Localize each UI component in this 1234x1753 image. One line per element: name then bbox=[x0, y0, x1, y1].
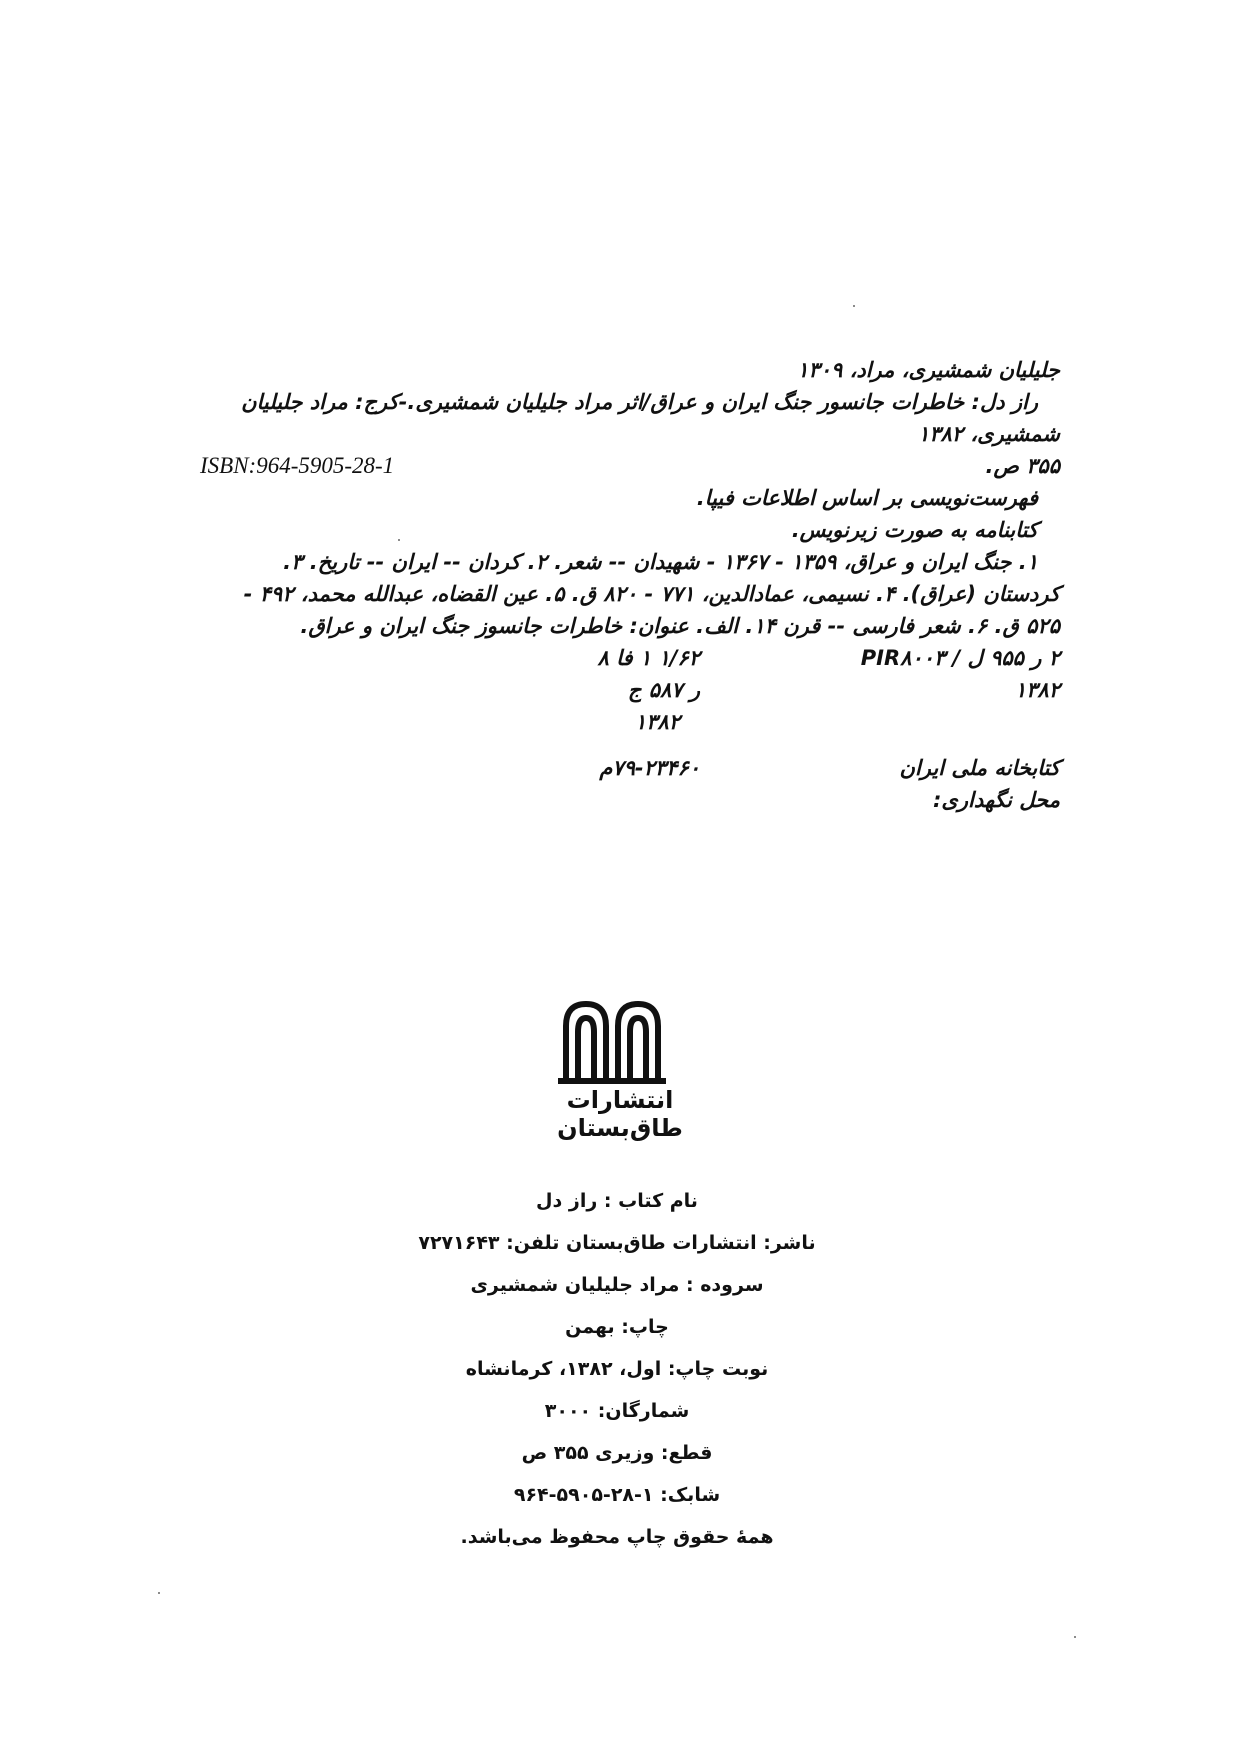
catalog-cutter-number: ر ۵۸۷ ج bbox=[627, 678, 700, 702]
catalog-year-line bbox=[200, 674, 1060, 706]
catalog-library-line bbox=[200, 752, 1060, 784]
catalog-class-year: ۱۳۸۲ bbox=[1014, 678, 1060, 702]
colophon-publisher: ناشر: انتشارات طاق‌بستان تلفن: ۷۲۷۱۶۴۳ bbox=[418, 1232, 816, 1254]
catalog-fipa-note: فهرست‌نویسی بر اساس اطلاعات فیپا. bbox=[696, 486, 1038, 510]
catalog-subjects-line-3: ۵۲۵ ق. ۶. شعر فارسی -- قرن ۱۴. الف. عنوان: خاطرات جانسوز جنگ ایران و عراق. bbox=[300, 614, 1060, 638]
catalog-pages-line bbox=[200, 450, 1060, 482]
publisher-name: انتشارات طاق‌بستان bbox=[557, 1086, 683, 1142]
colophon-author: سروده : مراد جلیلیان شمشیری bbox=[470, 1274, 764, 1296]
catalog-classification-line bbox=[200, 642, 1060, 674]
scan-speck bbox=[1074, 1636, 1076, 1638]
catalog-dewey-year: ۱۳۸۲ bbox=[634, 710, 680, 734]
catalog-library-number: ۷۹-۲۳۴۶۰م bbox=[599, 756, 700, 780]
colophon-rights: همهٔ حقوق چاپ محفوظ می‌باشد. bbox=[460, 1526, 774, 1548]
colophon-isbn: شابک: ۱-۲۸-۵۹۰۵-۹۶۴ bbox=[513, 1484, 721, 1506]
catalog-class-number: ۲ ر ۹۵۵ ل / PIR۸۰۰۳ bbox=[860, 646, 1060, 670]
colophon-printer: چاپ: بهمن bbox=[565, 1316, 669, 1338]
catalog-isbn: ISBN:964-5905-28-1 bbox=[200, 453, 395, 478]
catalog-pages: ۳۵۵ ص. bbox=[985, 454, 1060, 478]
colophon-edition: نوبت چاپ: اول، ۱۳۸۲، کرمانشاه bbox=[465, 1358, 769, 1380]
catalog-record bbox=[200, 354, 1060, 816]
catalog-title-line: راز دل: خاطرات جانسور جنگ ایران و عراق/اثر مراد جلیلیان شمشیری.-کرج: مراد جلیلیان bbox=[241, 390, 1038, 414]
colophon-circulation: شمارگان: ۳۰۰۰ bbox=[544, 1400, 690, 1422]
catalog-imprint-line: شمشیری، ۱۳۸۲ bbox=[917, 422, 1060, 446]
colophon-book-title: نام کتاب : راز دل bbox=[536, 1190, 698, 1212]
catalog-dewey-number: ۱/۶۲ ۱ فا ۸ bbox=[597, 646, 700, 670]
catalog-author-line: جلیلیان شمشیری، مراد، ۱۳۰۹ bbox=[797, 358, 1060, 382]
catalog-bibliography-note: کتابنامه به صورت زیرنویس. bbox=[791, 518, 1038, 542]
colophon bbox=[300, 1180, 934, 1558]
scan-speck bbox=[158, 1592, 160, 1594]
catalog-year-line-2 bbox=[200, 706, 1060, 738]
catalog-subjects-line-2: کردستان (عراق). ۴. نسیمی، عمادالدین، ۷۷۱ - ۸۲۰ ق. ۵. عین القضاه، عبدالله محمد، ۴۹۲ - bbox=[243, 582, 1060, 606]
catalog-location-line: محل نگهداری: bbox=[933, 788, 1060, 812]
colophon-format: قطع: وزیری ۳۵۵ ص bbox=[521, 1442, 713, 1464]
catalog-library-name: کتابخانه ملی ایران bbox=[899, 756, 1060, 780]
catalog-subjects-line-1: ۱. جنگ ایران و عراق، ۱۳۵۹ - ۱۳۶۷ - شهیدان -- شعر. ۲. کردان -- ایران -- تاریخ. ۳. bbox=[283, 550, 1038, 574]
scan-speck bbox=[853, 305, 855, 307]
